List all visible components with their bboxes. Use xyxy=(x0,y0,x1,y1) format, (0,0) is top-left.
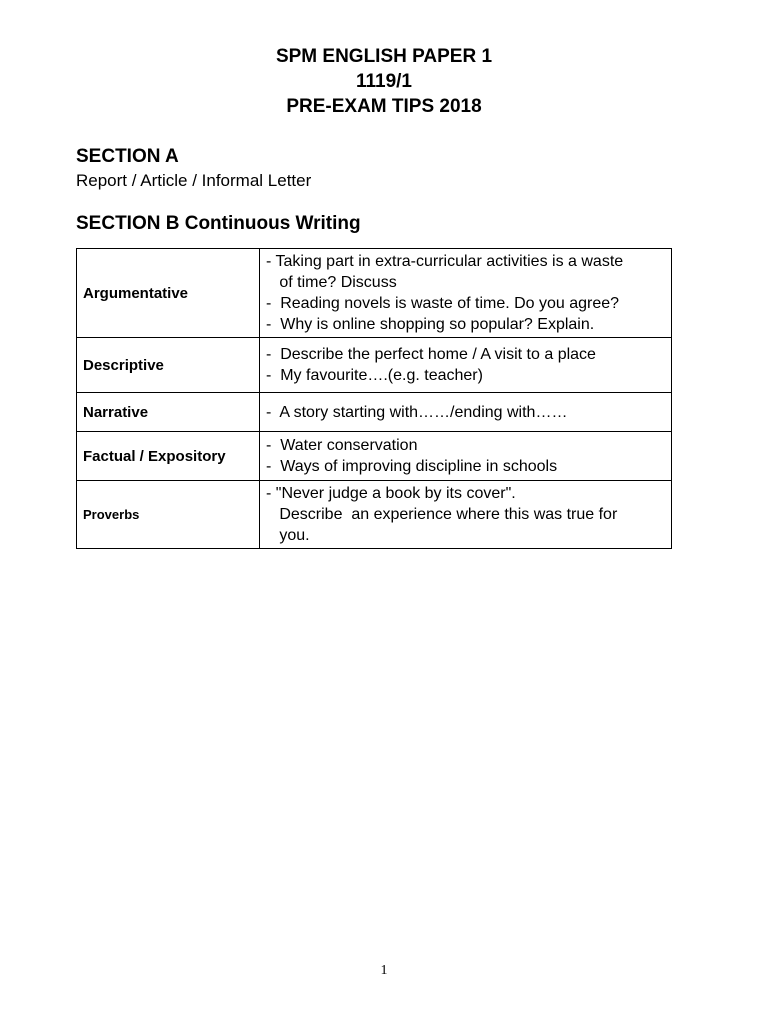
topics-cell xyxy=(260,481,672,549)
topic-line: - Reading novels is waste of time. Do you agree? xyxy=(266,295,620,312)
section-a-text: Report / Article / Informal Letter xyxy=(76,171,312,190)
section-b-heading: SECTION B Continuous Writing xyxy=(76,213,361,234)
title-line-1: SPM ENGLISH PAPER 1 xyxy=(275,46,493,67)
topic-line: Describe an experience where this was true for xyxy=(266,506,618,523)
topic-line: - A story starting with……/ending with…… xyxy=(266,403,568,421)
topics-cell xyxy=(260,249,672,338)
topic-line: - Ways of improving discipline in schools xyxy=(266,458,558,475)
table-row xyxy=(77,432,672,481)
page-number: 1 xyxy=(380,963,388,978)
topic-line: - My favourite….(e.g. teacher) xyxy=(266,367,483,384)
topic-line: you. xyxy=(266,527,310,544)
topic-line: - Why is online shopping so popular? Explain. xyxy=(266,316,595,333)
topics-cell xyxy=(260,338,672,393)
essay-type-cell: Descriptive xyxy=(77,338,260,393)
topics-cell xyxy=(260,432,672,481)
topics-cell xyxy=(260,393,672,432)
topic-line: - Describe the perfect home / A visit to a place xyxy=(266,346,596,363)
document-title xyxy=(0,44,768,119)
essay-type-cell: Argumentative xyxy=(77,249,260,338)
topic-line: - Taking part in extra-curricular activities is a waste xyxy=(266,253,624,270)
topic-line: of time? Discuss xyxy=(266,274,397,291)
title-line-3: PRE-EXAM TIPS 2018 xyxy=(286,96,482,117)
section-a-heading: SECTION A xyxy=(76,146,179,167)
title-line-2: 1119/1 xyxy=(355,71,413,92)
essay-type-cell: Factual / Expository xyxy=(77,432,260,481)
continuous-writing-table xyxy=(76,248,672,549)
essay-type-cell: Narrative xyxy=(77,393,260,432)
essay-type-cell: Proverbs xyxy=(77,481,260,549)
table-row xyxy=(77,338,672,393)
table-row xyxy=(77,249,672,338)
topic-line: - "Never judge a book by its cover". xyxy=(266,485,516,502)
table-row xyxy=(77,481,672,549)
table-row xyxy=(77,393,672,432)
topic-line: - Water conservation xyxy=(266,437,418,454)
